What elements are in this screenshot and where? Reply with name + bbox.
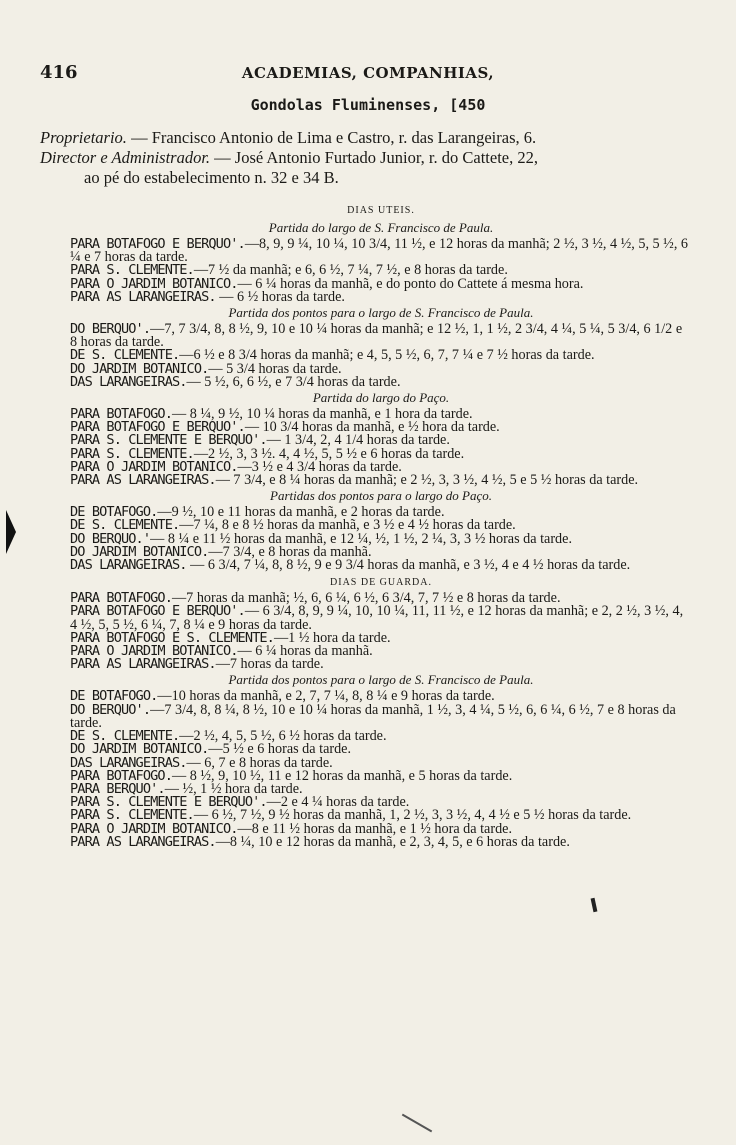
route-times: — 6 3/4, 7 ¼, 8, 8 ½, 9 e 9 3/4 horas da manhã, e 3 ½, 4 e 4 ½ horas da tarde. bbox=[186, 557, 631, 574]
route-name: PARA S. CLEMENTE E BERQUO'. bbox=[70, 794, 267, 811]
officer-text: ao pé do estabelecimento n. 32 e 34 B. bbox=[84, 168, 339, 187]
route-name: DE S. CLEMENTE. bbox=[70, 517, 180, 534]
route-name: PARA BOTAFOGO E S. CLEMENTE. bbox=[70, 629, 274, 646]
schedule-entry bbox=[58, 559, 692, 572]
ink-mark bbox=[591, 898, 598, 913]
departure-heading: Partida do largo de S. Francisco de Paula. bbox=[268, 220, 494, 235]
route-times: — 1 3/4, 2, 4 1/4 horas da tarde. bbox=[266, 432, 450, 449]
route-name: DAS LARANGEIRAS. bbox=[70, 754, 187, 771]
schedule-entry bbox=[58, 323, 692, 349]
route-name: DAS LARANGEIRAS. bbox=[70, 557, 187, 574]
route-times: —7 3/4, 8, 8 ¼, 8 ½, 10 e 10 ¼ horas da manhã, 1 ½, 3, 4 ¼, 5 ½, 6, 6 ¼, 6 ½, 7 e 8 horas da tarde. bbox=[70, 701, 676, 731]
route-name: PARA AS LARANGEIRAS. bbox=[70, 472, 216, 489]
route-name: DO BERQUO'. bbox=[70, 321, 151, 338]
route-name: PARA O JARDIM BOTANICO. bbox=[70, 458, 238, 475]
route-name: PARA BERQUO'. bbox=[70, 780, 165, 797]
schedule-entry bbox=[58, 701, 692, 731]
route-times: — 5 ½, 6, 6 ½, e 7 3/4 horas da tarde. bbox=[186, 373, 401, 390]
officer-line bbox=[40, 168, 696, 188]
route-name: PARA O JARDIM BOTANICO. bbox=[70, 643, 238, 660]
route-times: — 10 3/4 horas da manhã, e ½ hora da tarde. bbox=[244, 419, 500, 436]
route-name: PARA O JARDIM BOTANICO. bbox=[70, 275, 238, 292]
officer-text: — Francisco Antonio de Lima e Castro, r. das Larangeiras, 6. bbox=[131, 128, 537, 147]
route-name: DO JARDIM BOTANICO. bbox=[70, 741, 209, 758]
schedule-entry bbox=[58, 238, 692, 264]
route-name: PARA AS LARANGEIRAS. bbox=[70, 656, 216, 673]
route-times: — ½, 1 ½ hora da tarde. bbox=[164, 780, 303, 797]
route-times: —10 horas da manhã, e 2, 7, 7 ¼, 8, 8 ¼ e 9 horas da tarde. bbox=[157, 688, 495, 705]
route-name: DAS LARANGEIRAS. bbox=[70, 373, 187, 390]
schedule-entry bbox=[58, 288, 692, 305]
route-times: —7 horas da tarde. bbox=[215, 656, 324, 673]
route-name: PARA BOTAFOGO E BERQUO'. bbox=[70, 236, 245, 252]
schedule-entry bbox=[58, 373, 692, 390]
schedule-entry bbox=[58, 833, 692, 850]
route-times: — 8 ¼, 9 ½, 10 ¼ horas da manhã, e 1 hora da tarde. bbox=[171, 406, 473, 423]
schedule-entry bbox=[58, 605, 692, 631]
route-name: PARA BOTAFOGO E BERQUO'. bbox=[70, 419, 245, 436]
route-times: —2 ½, 4, 5, 5 ½, 6 ½ horas da tarde. bbox=[179, 728, 387, 745]
route-times: —8, 9, 9 ¼, 10 ¼, 10 3/4, 11 ½, e 12 horas da manhã; 2 ½, 3 ½, 4 ½, 5, 5 ½, 6 ¼ e 7 horas da tarde. bbox=[70, 236, 689, 266]
departure-heading: Partidas dos pontos para o largo do Paço. bbox=[270, 488, 492, 504]
route-times: —2 e 4 ¼ horas da tarde. bbox=[266, 794, 410, 811]
route-name: PARA S. CLEMENTE. bbox=[70, 262, 194, 279]
route-times: — 8 ¼ e 11 ½ horas da manhã, e 12 ¼, ½, 1 ½, 2 ¼, 3, 3 ½ horas da tarde. bbox=[150, 530, 572, 547]
route-times: —3 ½ e 4 3/4 horas da tarde. bbox=[237, 458, 402, 475]
route-times: —7 horas da manhã; ½, 6, 6 ¼, 6 ½, 6 3/4, 7, 7 ½ e 8 horas da tarde. bbox=[171, 590, 561, 607]
margin-mark bbox=[6, 510, 16, 554]
route-times: — 6 ½, 7 ½, 9 ½ horas da manhã, 1, 2 ½, 3, 3 ½, 4, 4 ½ e 5 ½ horas da tarde. bbox=[193, 807, 632, 824]
route-times: — 6 ¼ horas da manhã, e do ponto do Cattete á mesma hora. bbox=[237, 275, 584, 292]
schedule-entry bbox=[58, 474, 692, 487]
officer-line bbox=[40, 128, 696, 148]
route-times: —7, 7 3/4, 8, 8 ½, 9, 10 e 10 ¼ horas da manhã; e 12 ½, 1, 1 ½, 2 3/4, 4 ¼, 5 ¼, 5 3/4, 6 1/2 e 8 horas da tarde. bbox=[70, 321, 683, 351]
officer-role: Director e Administrador. bbox=[40, 148, 211, 167]
route-name: PARA AS LARANGEIRAS. bbox=[70, 833, 216, 850]
schedule-entry bbox=[58, 658, 692, 671]
category-heading: DIAS DE GUARDA. bbox=[330, 577, 432, 589]
route-name: DO JARDIM BOTANICO. bbox=[70, 360, 209, 377]
route-times: — 5 3/4 horas da tarde. bbox=[208, 360, 342, 377]
route-name: DE S. CLEMENTE. bbox=[70, 347, 180, 364]
officer-line bbox=[40, 148, 696, 168]
departure-heading: Partida dos pontos para o largo de S. Francisco de Paula. bbox=[228, 305, 534, 321]
route-times: — 7 3/4, e 8 ¼ horas da manhã; e 2 ½, 3, 3 ½, 4 ½, 5 e 5 ½ horas da tarde. bbox=[215, 472, 639, 489]
route-name: PARA O JARDIM BOTANICO. bbox=[70, 820, 238, 837]
route-times: — 6 ½ horas da tarde. bbox=[215, 288, 345, 305]
route-name: DE BOTAFOGO. bbox=[70, 688, 158, 705]
ink-scratch bbox=[402, 1114, 432, 1133]
departure-heading: Partida dos pontos para o largo de S. Francisco de Paula. bbox=[228, 672, 534, 688]
route-name: PARA S. CLEMENTE. bbox=[70, 807, 194, 824]
officer-text: — José Antonio Furtado Junior, r. do Cattete, 22, bbox=[214, 148, 538, 167]
route-times: —8 ¼, 10 e 12 horas da manhã, e 2, 3, 4, 5, e 6 horas da tarde. bbox=[215, 833, 570, 850]
route-times: —7 3/4, e 8 horas da manhã. bbox=[208, 543, 372, 560]
page-number: 416 bbox=[40, 62, 78, 83]
schedule-body bbox=[70, 200, 692, 849]
route-times: — 6 ¼ horas da manhã. bbox=[237, 643, 373, 660]
route-times: —5 ½ e 6 horas da tarde. bbox=[208, 741, 352, 758]
route-times: — 8 ½, 9, 10 ½, 11 e 12 horas da manhã, e 5 horas da tarde. bbox=[171, 767, 513, 784]
route-name: PARA S. CLEMENTE. bbox=[70, 445, 194, 462]
route-times: —1 ½ hora da tarde. bbox=[273, 629, 391, 646]
route-name: DO JARDIM BOTANICO. bbox=[70, 543, 209, 560]
route-times: — 6, 7 e 8 horas da tarde. bbox=[186, 754, 333, 771]
route-times: — 6 3/4, 8, 9, 9 ¼, 10, 10 ¼, 11, 11 ½, e 12 horas da manhã; e 2, 2 ½, 3 ½, 4, 4 ½, 5, 5 ½, 6 ¼, 7, 8 ¼ e 9 horas da tarde. bbox=[70, 603, 684, 633]
route-times: —7 ½ da manhã; e 6, 6 ½, 7 ¼, 7 ½, e 8 horas da tarde. bbox=[193, 262, 508, 279]
route-name: PARA BOTAFOGO. bbox=[70, 406, 172, 423]
category-heading: DIAS UTEIS. bbox=[347, 205, 415, 216]
route-times: —7 ¼, 8 e 8 ½ horas da manhã, e 3 ½ e 4 ½ horas da tarde. bbox=[179, 517, 516, 534]
route-times: —8 e 11 ½ horas da manhã, e 1 ½ hora da tarde. bbox=[237, 820, 513, 837]
departure-heading: Partida do largo do Paço. bbox=[312, 390, 450, 406]
route-name: PARA S. CLEMENTE E BERQUO'. bbox=[70, 432, 267, 449]
route-name: DO BERQUO.' bbox=[70, 530, 151, 547]
route-name: DO BERQUO'. bbox=[70, 701, 151, 718]
route-name: PARA BOTAFOGO. bbox=[70, 590, 172, 607]
section-subtitle: Gondolas Fluminenses, [450 bbox=[250, 96, 486, 114]
officer-role: Proprietario. bbox=[40, 128, 127, 147]
route-name: PARA AS LARANGEIRAS. bbox=[70, 288, 216, 305]
route-name: DE S. CLEMENTE. bbox=[70, 728, 180, 745]
page-header bbox=[40, 62, 696, 86]
running-title: ACADEMIAS, COMPANHIAS, bbox=[241, 64, 495, 82]
route-times: —6 ½ e 8 3/4 horas da manhã; e 4, 5, 5 ½, 6, 7, 7 ¼ e 7 ½ horas da tarde. bbox=[179, 347, 595, 364]
route-times: —9 ½, 10 e 11 horas da manhã, e 2 horas da tarde. bbox=[157, 504, 445, 521]
route-name: PARA BOTAFOGO E BERQUO'. bbox=[70, 603, 245, 620]
officers-block bbox=[40, 128, 696, 188]
route-times: —2 ½, 3, 3 ½. 4, 4 ½, 5, 5 ½ e 6 horas da tarde. bbox=[193, 445, 465, 462]
route-name: DE BOTAFOGO. bbox=[70, 504, 158, 521]
route-name: PARA BOTAFOGO. bbox=[70, 767, 172, 784]
